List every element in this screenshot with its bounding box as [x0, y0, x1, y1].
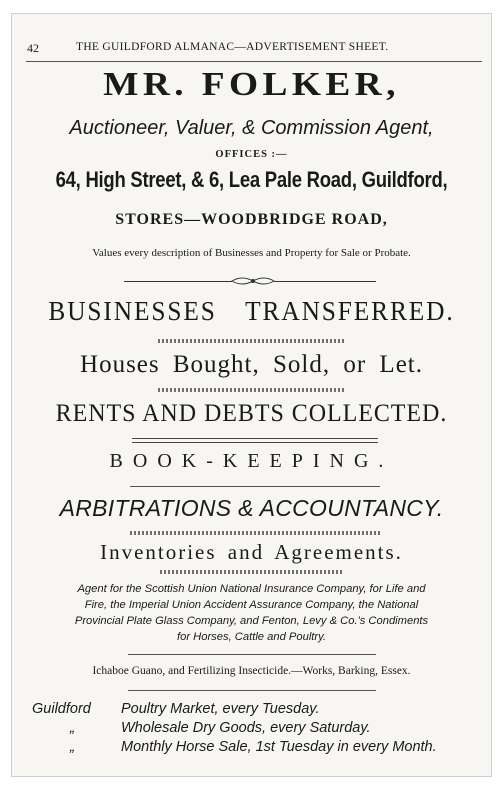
- single-rule-3: [128, 690, 376, 691]
- market-event: Monthly Horse Sale, 1st Tuesday in every Month.: [121, 739, 437, 755]
- page-number: 42: [27, 41, 39, 55]
- rents-debts-line: RENTS AND DEBTS COLLECTED.: [55, 400, 448, 427]
- agent-paragraph-line: Fire, the Imperial Union Accident Assurance Company, the National: [84, 599, 419, 611]
- header-rule: [26, 61, 482, 62]
- profession-line: Auctioneer, Valuer, & Commission Agent,: [69, 117, 434, 139]
- inventories-line: Inventories and Agreements.: [100, 540, 403, 564]
- wavy-divider-3: [130, 531, 380, 535]
- agent-paragraph-line: for Horses, Cattle and Poultry.: [176, 631, 327, 643]
- advertisement-page: [11, 13, 492, 777]
- ichaboe-line: Ichaboe Guano, and Fertilizing Insecticide.—Works, Barking, Essex.: [92, 665, 411, 677]
- market-event: Wholesale Dry Goods, every Saturday.: [121, 720, 371, 736]
- market-event: Poultry Market, every Tuesday.: [121, 701, 320, 717]
- stores-line: STORES—WOODBRIDGE ROAD,: [115, 211, 388, 228]
- market-place: „: [70, 720, 75, 736]
- agent-paragraph-line: Provincial Plate Glass Company, and Fenton, Levy & Co.'s Condiments: [74, 615, 429, 627]
- single-rule-2: [128, 654, 376, 655]
- offices-label: OFFICES :—: [215, 149, 288, 160]
- advertiser-name: MR. FOLKER,: [103, 66, 400, 103]
- houses-line: Houses Bought, Sold, or Let.: [80, 351, 423, 378]
- wavy-divider-4: [160, 570, 344, 574]
- ornament-rule-left: [124, 281, 232, 282]
- double-rule-1: [132, 438, 378, 443]
- ornament-rule-right: [274, 281, 376, 282]
- businesses-transferred: BUSINESSES TRANSFERRED.: [48, 296, 455, 326]
- single-rule-1: [130, 486, 380, 487]
- address-line: 64, High Street, & 6, Lea Pale Road, Guildford,: [55, 167, 448, 192]
- market-place: „: [70, 739, 75, 755]
- wavy-divider-2: [158, 388, 344, 392]
- values-line: Values every description of Businesses and Property for Sale or Probate.: [92, 247, 411, 259]
- agent-paragraph-line: Agent for the Scottish Union National Insurance Company, for Life and: [77, 583, 426, 595]
- bookkeeping-line: BOOK-KEEPING.: [109, 450, 394, 472]
- running-title: THE GUILDFORD ALMANAC—ADVERTISEMENT SHEET.: [76, 41, 389, 53]
- arbitrations-line: ARBITRATIONS & ACCOUNTANCY.: [59, 495, 444, 521]
- ornament-icon: [230, 275, 276, 287]
- wavy-divider-1: [158, 339, 344, 343]
- market-place: Guildford: [32, 701, 91, 717]
